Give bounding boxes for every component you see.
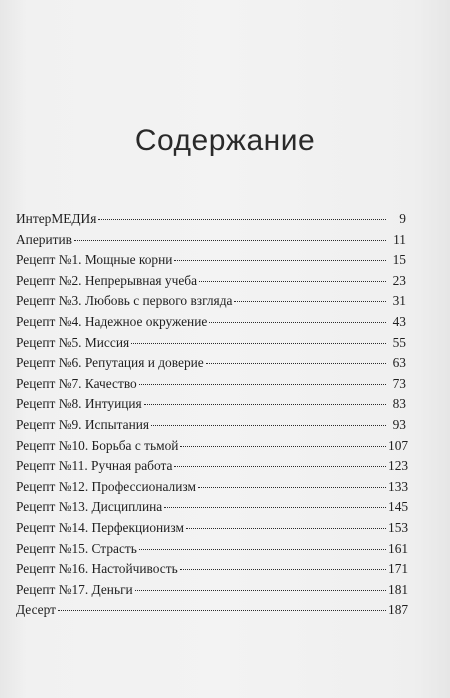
toc-entry-title: Рецепт №11. Ручная работа: [16, 458, 173, 474]
dot-leader: [144, 404, 386, 405]
dot-leader: [164, 507, 386, 508]
dot-leader: [234, 301, 386, 302]
toc-entry-title: Рецепт №17. Деньги: [16, 581, 133, 597]
dot-leader: [174, 466, 386, 467]
toc-entry: [16, 539, 409, 560]
toc-entry: [16, 353, 406, 374]
toc-entry: [16, 250, 406, 271]
toc-entry-page: 171: [388, 561, 409, 577]
dot-leader: [139, 549, 386, 550]
toc-entry: [16, 271, 406, 292]
toc-entry: [16, 415, 406, 436]
dot-leader: [74, 240, 386, 241]
toc-entry-title: Рецепт №13. Дисциплина: [16, 499, 163, 515]
dot-leader: [206, 363, 386, 364]
toc-entry: [16, 497, 409, 518]
toc-entry-title: Аперитив: [16, 231, 72, 247]
toc-entry-page: 23: [392, 272, 406, 288]
dot-leader: [186, 528, 386, 529]
toc-entry-title: Десерт: [16, 602, 56, 618]
toc-entry: [16, 456, 409, 477]
toc-entry: [16, 374, 406, 395]
toc-entry: [16, 477, 409, 498]
toc-entry-page: 153: [388, 519, 409, 535]
toc-entry: [16, 312, 406, 333]
toc-entry-title: Рецепт №6. Репутация и доверие: [16, 355, 204, 371]
toc-entry-title: Рецепт №3. Любовь с первого взгляда: [16, 293, 233, 309]
toc-entry: [16, 394, 406, 415]
dot-leader: [180, 446, 386, 447]
dot-leader: [139, 384, 386, 385]
toc-entry-page: 83: [392, 396, 406, 412]
toc-entry-title: Рецепт №14. Перфекционизм: [16, 519, 184, 535]
dot-leader: [58, 610, 386, 611]
page-title: Содержание: [134, 124, 316, 157]
toc-entry: [16, 559, 409, 580]
toc-entry: [16, 580, 409, 601]
dot-leader: [174, 260, 386, 261]
toc-entry-page: 181: [388, 581, 409, 597]
toc-entry-page: 15: [392, 252, 406, 268]
toc-entry-title: Рецепт №2. Непрерывная учеба: [16, 272, 198, 288]
dot-leader: [180, 569, 386, 570]
toc-entry-title: Рецепт №8. Интуиция: [16, 396, 142, 412]
toc-entry-page: 107: [388, 437, 409, 453]
toc-entry: [16, 209, 406, 230]
toc-entry-title: Рецепт №1. Мощные корни: [16, 252, 173, 268]
toc-entry-title: Рецепт №12. Профессионализм: [16, 478, 196, 494]
toc-entry-title: Рецепт №4. Надежное окружение: [16, 313, 208, 329]
toc-entry-page: 31: [392, 293, 406, 309]
toc-entry-title: Рецепт №15. Страсть: [16, 540, 137, 556]
dot-leader: [199, 281, 386, 282]
toc-entry: [16, 333, 406, 354]
toc-entry-title: Рецепт №7. Качество: [16, 375, 137, 391]
dot-leader: [135, 590, 386, 591]
toc-entry-page: 9: [399, 211, 406, 226]
toc-entry: [16, 518, 409, 539]
toc-entry: [16, 291, 406, 312]
toc-entry-title: Рецепт №5. Миссия: [16, 334, 130, 350]
toc-entry-page: 187: [388, 602, 409, 618]
table-of-contents: [16, 209, 409, 621]
dot-leader: [198, 487, 386, 488]
toc-entry-page: 93: [392, 416, 406, 432]
toc-entry-page: 11: [393, 231, 406, 247]
dot-leader: [151, 425, 386, 426]
dot-leader: [209, 322, 386, 323]
toc-entry: [16, 600, 409, 621]
toc-entry: [16, 436, 409, 457]
toc-entry-title: Рецепт №16. Настойчивость: [16, 561, 178, 577]
toc-entry-page: 133: [388, 478, 409, 494]
toc-entry: [16, 230, 406, 251]
toc-entry-title: Рецепт №10. Борьба с тьмой: [16, 437, 179, 453]
toc-entry-page: 145: [388, 499, 409, 515]
toc-entry-page: 63: [392, 355, 406, 371]
toc-entry-page: 55: [392, 334, 406, 350]
dot-leader: [98, 219, 386, 220]
toc-entry-page: 73: [392, 375, 406, 391]
toc-entry-page: 123: [388, 458, 409, 474]
dot-leader: [131, 343, 386, 344]
toc-entry-page: 43: [392, 313, 406, 329]
toc-entry-title: Рецепт №9. Испытания: [16, 416, 150, 432]
toc-entry-title: ИнтерМЕДИя: [16, 211, 97, 226]
toc-entry-page: 161: [388, 540, 409, 556]
